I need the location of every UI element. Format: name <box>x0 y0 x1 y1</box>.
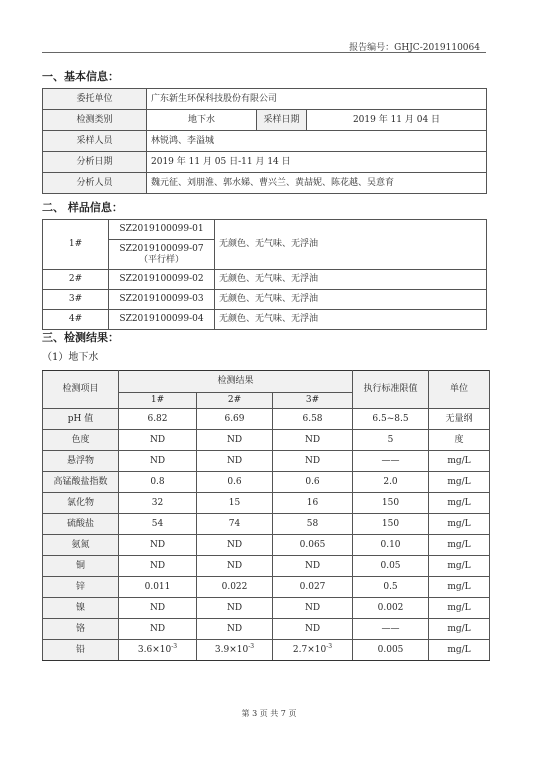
analysis-date-label: 分析日期 <box>43 152 147 173</box>
header-limit: 执行标准限值 <box>353 371 429 409</box>
sampling-date-label: 采样日期 <box>257 110 307 131</box>
result-row <box>43 430 490 451</box>
sample-id: 4# <box>43 310 109 330</box>
result-value-1: 54 <box>119 514 197 535</box>
result-row <box>43 577 490 598</box>
result-limit: —— <box>353 451 429 472</box>
result-limit: 0.10 <box>353 535 429 556</box>
sample-description: 无颜色、无气味、无浮油 <box>215 290 487 310</box>
result-value-1: ND <box>119 598 197 619</box>
sample-id: 1# <box>43 220 109 270</box>
analysis-date-value: 2019 年 11 月 05 日-11 月 14 日 <box>147 152 487 173</box>
result-unit: 度 <box>429 430 490 451</box>
result-value-3: 6.58 <box>273 409 353 430</box>
result-row <box>43 535 490 556</box>
result-value-2: 0.6 <box>197 472 273 493</box>
result-value-3: $2.7\times 10^{-3}$ <box>273 640 353 661</box>
sample-code: SZ2019100099-02 <box>109 270 215 290</box>
result-unit: mg/L <box>429 619 490 640</box>
results-table <box>42 370 490 661</box>
result-limit: 5 <box>353 430 429 451</box>
result-item: 悬浮物 <box>43 451 119 472</box>
result-value-2: 15 <box>197 493 273 514</box>
result-unit: 无量纲 <box>429 409 490 430</box>
result-unit: mg/L <box>429 640 490 661</box>
result-value-2: $3.9\times 10^{-3}$ <box>197 640 273 661</box>
result-value-1: 6.82 <box>119 409 197 430</box>
result-value-3: 58 <box>273 514 353 535</box>
result-item: 锌 <box>43 577 119 598</box>
header-item: 检测项目 <box>43 371 119 409</box>
sample-description: 无颜色、无气味、无浮油 <box>215 270 487 290</box>
result-row <box>43 493 490 514</box>
sampler-label: 采样人员 <box>43 131 147 152</box>
result-unit: mg/L <box>429 535 490 556</box>
sample-id: 2# <box>43 270 109 290</box>
header-results: 检测结果 <box>119 371 353 393</box>
result-value-2: ND <box>197 451 273 472</box>
result-value-1: ND <box>119 451 197 472</box>
groundwater-subtitle: （1）地下水 <box>42 352 99 363</box>
report-number: 报告编号：GHJC-2019110064 <box>349 43 480 53</box>
section-basic-info-title: 一、基本信息： <box>42 70 119 83</box>
result-item: 铅 <box>43 640 119 661</box>
result-limit: 0.05 <box>353 556 429 577</box>
result-limit: 2.0 <box>353 472 429 493</box>
header-sample-3: 3# <box>273 393 353 409</box>
header-sample-1: 1# <box>119 393 197 409</box>
client-label: 委托单位 <box>43 89 147 110</box>
sample-code: SZ2019100099-03 <box>109 290 215 310</box>
test-category-label: 检测类别 <box>43 110 147 131</box>
result-row <box>43 556 490 577</box>
header-unit: 单位 <box>429 371 490 409</box>
result-row <box>43 619 490 640</box>
result-item: 色度 <box>43 430 119 451</box>
result-value-1: ND <box>119 619 197 640</box>
result-value-3: 0.065 <box>273 535 353 556</box>
result-unit: mg/L <box>429 493 490 514</box>
result-unit: mg/L <box>429 514 490 535</box>
result-limit: 150 <box>353 514 429 535</box>
result-unit: mg/L <box>429 598 490 619</box>
result-row <box>43 472 490 493</box>
sample-info-table <box>42 219 487 330</box>
result-value-2: 0.022 <box>197 577 273 598</box>
result-value-3: ND <box>273 556 353 577</box>
result-item: 铜 <box>43 556 119 577</box>
result-value-2: ND <box>197 430 273 451</box>
result-value-3: 0.027 <box>273 577 353 598</box>
test-category-value: 地下水 <box>147 110 257 131</box>
result-item: 硫酸盐 <box>43 514 119 535</box>
result-unit: mg/L <box>429 556 490 577</box>
result-row <box>43 598 490 619</box>
result-item: 镍 <box>43 598 119 619</box>
result-item: 氯化物 <box>43 493 119 514</box>
result-value-3: 16 <box>273 493 353 514</box>
result-value-3: ND <box>273 598 353 619</box>
result-value-3: ND <box>273 430 353 451</box>
sample-code: SZ2019100099-07 <box>119 243 204 254</box>
result-value-1: ND <box>119 535 197 556</box>
result-value-3: 0.6 <box>273 472 353 493</box>
result-value-2: 74 <box>197 514 273 535</box>
sample-code: SZ2019100099-04 <box>109 310 215 330</box>
result-limit: 0.002 <box>353 598 429 619</box>
result-unit: mg/L <box>429 451 490 472</box>
result-value-2: ND <box>197 598 273 619</box>
sample-code: SZ2019100099-01 <box>109 220 215 240</box>
result-limit: 0.005 <box>353 640 429 661</box>
sample-id: 3# <box>43 290 109 310</box>
result-unit: mg/L <box>429 577 490 598</box>
basic-info-table <box>42 88 487 194</box>
result-value-1: 32 <box>119 493 197 514</box>
result-row <box>43 451 490 472</box>
result-item: 铬 <box>43 619 119 640</box>
result-row <box>43 409 490 430</box>
result-value-1: ND <box>119 556 197 577</box>
result-limit: —— <box>353 619 429 640</box>
result-value-3: ND <box>273 619 353 640</box>
sampler-value: 林锐鸿、李溢城 <box>147 131 487 152</box>
analyst-label: 分析人员 <box>43 173 147 194</box>
result-value-2: ND <box>197 556 273 577</box>
page-number: 第 3 页 共 7 页 <box>241 709 297 718</box>
result-value-2: 6.69 <box>197 409 273 430</box>
result-value-2: ND <box>197 535 273 556</box>
client-value: 广东新生环保科技股份有限公司 <box>147 89 487 110</box>
analyst-value: 魏元征、刘朋淮、郭水娣、曹兴兰、黄喆妮、陈花越、吴意育 <box>147 173 487 194</box>
sample-description: 无颜色、无气味、无浮油 <box>215 220 487 270</box>
result-item: 氨氮 <box>43 535 119 556</box>
sample-description: 无颜色、无气味、无浮油 <box>215 310 487 330</box>
result-unit: mg/L <box>429 472 490 493</box>
section-results-title: 三、检测结果： <box>42 331 119 344</box>
result-value-1: 0.011 <box>119 577 197 598</box>
header-divider <box>42 52 486 53</box>
section-sample-info-title: 二、 样品信息： <box>42 201 123 214</box>
result-value-3: ND <box>273 451 353 472</box>
result-row <box>43 514 490 535</box>
parallel-sample-cell <box>109 240 215 270</box>
result-value-1: 0.8 <box>119 472 197 493</box>
result-value-1: $3.6\times 10^{-3}$ <box>119 640 197 661</box>
result-item: 高锰酸盐指数 <box>43 472 119 493</box>
result-limit: 0.5 <box>353 577 429 598</box>
parallel-sample-note: （平行样） <box>138 254 184 265</box>
header-sample-2: 2# <box>197 393 273 409</box>
result-limit: 6.5~8.5 <box>353 409 429 430</box>
sampling-date-value: 2019 年 11 月 04 日 <box>307 110 487 131</box>
result-value-1: ND <box>119 430 197 451</box>
result-value-2: ND <box>197 619 273 640</box>
result-item: pH 值 <box>43 409 119 430</box>
result-limit: 150 <box>353 493 429 514</box>
